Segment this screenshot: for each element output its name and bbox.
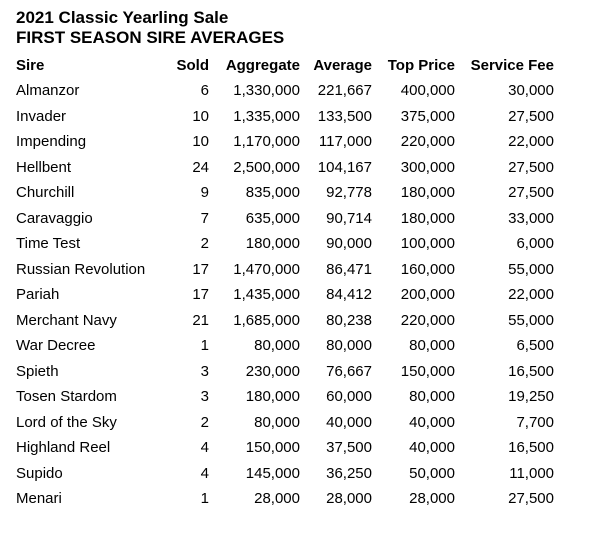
cell-sold: 17 (192, 260, 209, 278)
cell-sold: 4 (200, 439, 209, 456)
cell-aggregate: 1,435,000 (233, 286, 300, 303)
cell-average: 86,471 (326, 260, 372, 278)
cell-sold: 3 (200, 362, 209, 380)
cell-service-fee: 22,000 (508, 286, 554, 303)
cell-sire: War Decree (16, 337, 96, 354)
table-row (16, 410, 554, 436)
cell-sold: 10 (192, 107, 209, 125)
cell-service-fee: 16,500 (508, 439, 554, 456)
cell-service-fee: 27,500 (508, 158, 554, 176)
cell-top-price: 400,000 (400, 82, 455, 99)
cell-sold: 24 (192, 158, 209, 176)
table-row (16, 78, 554, 104)
cell-top-price: 300,000 (400, 158, 455, 176)
cell-aggregate: 1,470,000 (233, 260, 300, 278)
column-header-average: Average (313, 57, 372, 74)
table-row (16, 104, 554, 130)
table-row (16, 231, 554, 257)
cell-sold: 6 (200, 82, 209, 99)
column-header-top-price: Top Price (387, 57, 455, 74)
cell-sire: Highland Reel (16, 439, 111, 456)
cell-service-fee: 27,500 (508, 184, 554, 201)
cell-top-price: 160,000 (400, 260, 455, 278)
cell-aggregate: 150,000 (245, 439, 300, 456)
cell-aggregate: 1,335,000 (233, 107, 300, 125)
cell-aggregate: 230,000 (245, 362, 300, 380)
cell-aggregate: 1,170,000 (233, 133, 300, 150)
cell-sire: Churchill (16, 184, 75, 201)
cell-sold: 10 (192, 133, 209, 150)
page-subtitle: FIRST SEASON SIRE AVERAGES (16, 28, 285, 47)
column-header-sire: Sire (16, 57, 45, 74)
cell-aggregate: 835,000 (245, 184, 300, 201)
cell-sold: 9 (200, 184, 209, 201)
cell-sold: 1 (200, 490, 209, 507)
table-row (16, 282, 554, 308)
cell-top-price: 220,000 (400, 311, 455, 329)
table-row (16, 384, 554, 410)
cell-aggregate: 635,000 (245, 209, 300, 227)
cell-sire: Invader (16, 107, 67, 125)
cell-aggregate: 80,000 (254, 413, 300, 431)
cell-sire: Merchant Navy (16, 311, 117, 329)
cell-sold: 21 (192, 311, 209, 329)
cell-aggregate: 1,685,000 (233, 311, 300, 329)
cell-service-fee: 22,000 (508, 133, 554, 150)
cell-sire: Menari (16, 490, 62, 507)
cell-average: 36,250 (326, 464, 372, 482)
cell-service-fee: 7,700 (516, 413, 554, 431)
cell-sire: Hellbent (16, 158, 72, 176)
cell-service-fee: 27,500 (508, 107, 554, 125)
table-row (16, 435, 554, 461)
cell-service-fee: 55,000 (508, 311, 554, 329)
cell-service-fee: 33,000 (508, 209, 554, 227)
cell-average: 104,167 (317, 158, 372, 176)
cell-sire: Impending (16, 133, 87, 150)
cell-top-price: 50,000 (409, 464, 455, 482)
table-header-row (16, 53, 554, 78)
cell-average: 133,500 (317, 107, 372, 125)
cell-service-fee: 19,250 (508, 388, 554, 405)
cell-average: 28,000 (326, 490, 372, 507)
cell-average: 76,667 (326, 362, 372, 380)
cell-sire: Russian Revolution (16, 260, 146, 278)
cell-top-price: 40,000 (409, 413, 455, 431)
cell-sold: 3 (200, 388, 209, 405)
cell-average: 117,000 (318, 133, 372, 150)
table-row (16, 333, 554, 359)
cell-aggregate: 180,000 (245, 388, 300, 405)
cell-top-price: 80,000 (409, 337, 455, 354)
cell-sire: Time Test (16, 235, 81, 252)
document (16, 8, 596, 512)
cell-sire: Almanzor (16, 82, 80, 99)
cell-service-fee: 16,500 (508, 362, 554, 380)
cell-average: 90,000 (326, 235, 372, 252)
cell-service-fee: 6,500 (516, 337, 554, 354)
cell-service-fee: 27,500 (508, 490, 554, 507)
cell-top-price: 28,000 (409, 490, 455, 507)
cell-sire: Lord of the Sky (16, 413, 117, 431)
cell-top-price: 375,000 (400, 107, 455, 125)
table-row (16, 129, 554, 155)
cell-average: 92,778 (326, 184, 372, 201)
table-body (16, 78, 554, 512)
table-row (16, 155, 554, 181)
cell-sold: 1 (200, 337, 209, 354)
cell-aggregate: 145,000 (245, 464, 300, 482)
cell-top-price: 180,000 (400, 209, 455, 227)
cell-aggregate: 1,330,000 (233, 82, 300, 99)
table-row (16, 180, 554, 206)
sire-averages-table (16, 53, 554, 512)
cell-top-price: 200,000 (400, 286, 455, 303)
cell-service-fee: 6,000 (516, 235, 554, 252)
cell-aggregate: 28,000 (254, 490, 300, 507)
cell-average: 221,667 (317, 82, 372, 99)
cell-average: 90,714 (326, 209, 372, 227)
cell-average: 37,500 (326, 439, 372, 456)
cell-sire: Caravaggio (16, 209, 93, 227)
cell-sold: 4 (200, 464, 209, 482)
table-row (16, 461, 554, 487)
table-row (16, 486, 554, 512)
cell-top-price: 220,000 (400, 133, 455, 150)
column-header-aggregate: Aggregate (225, 57, 300, 74)
cell-sold: 2 (200, 235, 209, 252)
cell-aggregate: 2,500,000 (233, 158, 300, 176)
cell-average: 80,000 (326, 337, 372, 354)
cell-aggregate: 80,000 (254, 337, 300, 354)
cell-average: 84,412 (326, 286, 372, 303)
cell-top-price: 100,000 (400, 235, 455, 252)
column-header-sold: Sold (176, 57, 209, 74)
table-row (16, 206, 554, 232)
cell-top-price: 40,000 (409, 439, 455, 456)
cell-service-fee: 30,000 (508, 82, 554, 99)
cell-average: 40,000 (326, 413, 372, 431)
cell-sire: Spieth (16, 362, 59, 380)
cell-sold: 2 (200, 413, 209, 431)
cell-service-fee: 11,000 (509, 464, 554, 482)
cell-service-fee: 55,000 (508, 260, 554, 278)
cell-top-price: 150,000 (400, 362, 455, 380)
cell-sold: 17 (192, 286, 209, 303)
cell-top-price: 180,000 (400, 184, 455, 201)
column-header-service-fee: Service Fee (470, 57, 554, 74)
table-row (16, 257, 554, 283)
cell-sire: Pariah (16, 286, 60, 303)
cell-average: 80,238 (326, 311, 372, 329)
cell-sold: 7 (200, 209, 209, 227)
cell-aggregate: 180,000 (245, 235, 300, 252)
cell-sire: Supido (16, 464, 63, 482)
cell-top-price: 80,000 (409, 388, 455, 405)
table-row (16, 359, 554, 385)
table-row (16, 308, 554, 334)
cell-sire: Tosen Stardom (16, 388, 117, 405)
cell-average: 60,000 (326, 388, 372, 405)
page-title: 2021 Classic Yearling Sale (16, 8, 229, 27)
